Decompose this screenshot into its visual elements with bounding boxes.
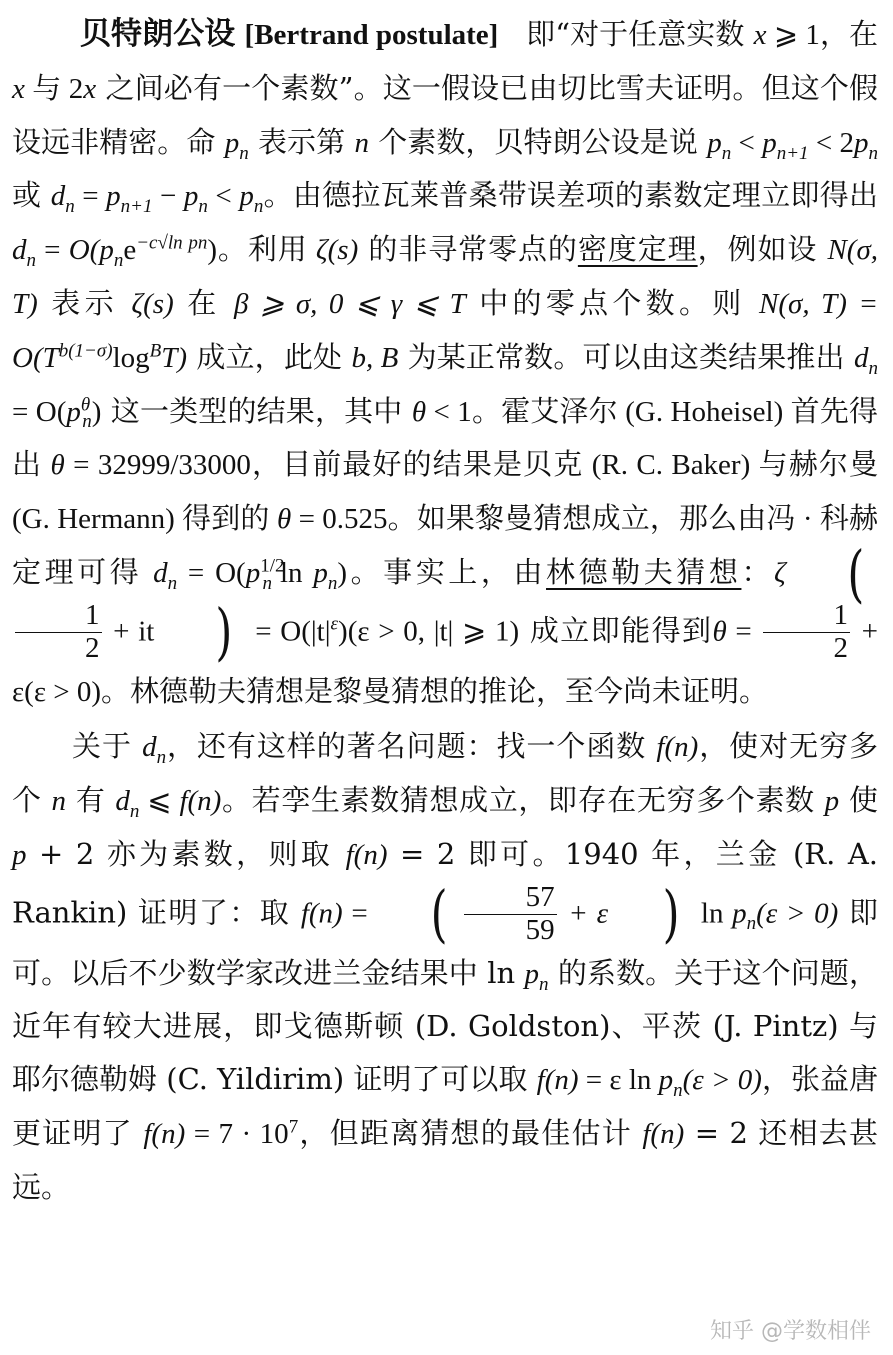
math-var: p <box>707 126 722 159</box>
math-var: β ⩾ σ, 0 ⩽ γ ⩽ T <box>234 287 466 320</box>
text: < 1。霍艾泽尔 (G. Hoheisel) 首先得出 <box>12 395 878 482</box>
text: + 2 亦为素数，则取 <box>26 836 346 871</box>
text: = 2 即可。1940 年，兰金 (R. A. Rankin) 证明了：取 <box>12 836 879 930</box>
math-sub: n <box>539 973 549 995</box>
math-var: n <box>51 785 66 818</box>
text: ⩽ <box>139 785 180 818</box>
entry-title: 贝特朗公设 <box>80 16 236 52</box>
entry-title-english: [Bertrand postulate] <box>244 19 499 51</box>
text: 成立即能得到 <box>519 613 713 648</box>
math-var: f(n) <box>536 1064 579 1097</box>
math-sup: 1/2 <box>260 555 285 577</box>
text: 表示 <box>37 285 132 320</box>
text: 个素数，贝特朗公设是说 <box>368 124 708 159</box>
math-var: p <box>732 897 747 930</box>
math-sub: n <box>239 142 249 164</box>
math-var: d <box>854 341 869 374</box>
math-var: p <box>183 180 199 213</box>
text: 。由德拉瓦莱普桑带误差项的素数定理立即得出 <box>263 178 879 213</box>
math-var: p <box>762 126 777 159</box>
text: 即可。以后不少数学家改进兰金结果中 ln <box>12 895 879 990</box>
math-sup: B <box>149 340 162 362</box>
text: = <box>74 180 107 213</box>
math-var: p <box>824 785 840 818</box>
math-var: f(n) <box>300 897 343 930</box>
math-var: p <box>854 126 869 159</box>
text: 表示第 <box>248 124 355 159</box>
math-var: ζ(s) <box>315 234 359 267</box>
text: = O( <box>177 556 246 589</box>
text: 的非寻常零点的 <box>358 232 578 267</box>
text: 关于 <box>72 729 143 764</box>
text: 。林德勒夫猜想是黎曼猜想的推论，至今尚未证明。 <box>101 673 769 708</box>
text: < 2 <box>808 126 855 159</box>
math-var: d <box>153 556 168 589</box>
math-e: e <box>123 234 137 267</box>
math-var: n <box>354 126 369 159</box>
math-var: p <box>12 838 27 871</box>
math-sub: n <box>868 357 879 379</box>
text: − <box>152 180 184 213</box>
math-var: x <box>12 72 25 105</box>
math-var: N(σ, T) <box>12 234 879 320</box>
math-sub: n <box>262 572 272 594</box>
math-var: f(n) <box>345 838 388 871</box>
math-var: T) <box>161 341 188 374</box>
math-var: N(σ, T) = O(T <box>12 287 879 374</box>
math-sub: n <box>65 196 75 218</box>
fraction-one-half <box>15 600 102 665</box>
math-sup: ε <box>330 613 339 635</box>
math-var: x <box>753 19 767 51</box>
math-sub: n <box>253 196 264 218</box>
math-sup: θ <box>80 393 91 415</box>
text: 。事实上，由 <box>347 554 547 589</box>
math-var: x <box>83 72 97 105</box>
fraction-57-59 <box>464 882 557 947</box>
text: ) <box>91 395 102 428</box>
math-sub: n <box>721 142 732 164</box>
math-sub: n <box>82 411 92 433</box>
math-sub: n <box>113 249 124 271</box>
math-sub: n+1 <box>776 142 809 164</box>
text: = 2 还相去甚远。 <box>12 1115 879 1204</box>
frac-num: 57 <box>464 882 557 915</box>
math-var: f(n) <box>656 731 699 764</box>
text: )(ε > 0, |t| ⩾ 1) <box>338 615 520 648</box>
text: 有 <box>66 783 116 818</box>
density-theorem-link[interactable]: 密度定理 <box>577 232 698 267</box>
math-var: d <box>115 785 130 818</box>
text: 之间必有一个素数”。这一假设已由切比雪夫证明。但这个假设远非精密。命 <box>12 70 878 159</box>
lindelof-hypothesis-link[interactable]: 林德勒夫猜想 <box>546 554 742 589</box>
math-sub: n <box>26 249 36 271</box>
math-sub: n <box>868 142 879 164</box>
text: = <box>36 234 69 267</box>
math-var: (ε > 0) <box>682 1064 762 1097</box>
watermark: 知乎 @学数相伴 <box>710 1319 871 1344</box>
text: 在 <box>173 285 235 320</box>
math-sup: −c√ln pn <box>136 232 208 254</box>
fraction-one-half-2 <box>763 600 850 665</box>
document-body <box>12 8 878 1214</box>
math-var: f(n) <box>642 1117 685 1150</box>
math-var: ζ(s) <box>131 287 174 320</box>
entry-paragraph-2: 关于 $d_n$，还有这样的著名问题：找一个函数 f(n)，使对无穷多个 n 有 $d_n$ ⩽ f(n)。若孪生素数猜想成立，即存在无穷多个素数 p 使 p + 2 亦为素数，则取 f(n) = 2 即可。1940 年，兰金 (R. A. Rankin) 证明了：取 f(n) = ( $\frac{57}{59}$ + ε ) $\ln p_n(\varepsilon > 0)$ 即可。以后不少数学家改进兰金结果中 $\ln p_n$ 的系数。关于这个问题，近年有较大进展，即戈德斯顿 (D. Goldston)、平茨 (J. Pintz) 与耶尔德勒姆 (C. Yildirim) 证明了可以取 f(n) = ε $\ln p_n(\varepsilon > 0)$，张益唐更证明了 $f(n) = 7 \cdot 10^7$，但距离猜想的最佳估计 f(n) = 2 还相去甚远。 <box>12 729 879 1204</box>
math-var: θ <box>712 615 727 648</box>
math-ln: ln <box>279 556 314 589</box>
math-sub: n <box>198 196 208 218</box>
frac-den: 2 <box>85 631 100 664</box>
text: + ε(ε > 0) <box>12 615 878 708</box>
math-var: θ <box>276 503 292 536</box>
text: 为某正常数。可以由这类结果推出 <box>398 339 855 374</box>
math-sub: n <box>746 912 757 934</box>
math-sub: n <box>327 572 338 594</box>
text: = 0.525。如果黎曼猜想成立，那么由冯 · 科赫定理可得 <box>12 503 878 589</box>
text: = 32999/33000，目前最好的结果是贝克 (R. C. Baker) 与赫尔曼 (G. Hermann) 得到的 <box>12 449 878 536</box>
math-var: p <box>239 180 254 213</box>
text: 即“对于任意实数 <box>526 17 754 51</box>
math-var: p <box>66 395 81 428</box>
math-sup: 7 <box>288 1116 299 1138</box>
text: ，例如设 <box>697 232 828 267</box>
math-var: f(n) <box>179 785 222 818</box>
entry-paragraph-1: 贝特朗公设 [Bertrand postulate] 即“对于任意实数 x ⩾ 1，在 x 与 2x 之间必有一个素数”。这一假设已由切比雪夫证明。但这个假设远非精密。命 $p_n$ 表示第 n 个素数，贝特朗公设是说 $p_n < p_{n+1} < 2p_n$ 或 $d_n = p_{n+1} - p_n < p_n$。由德拉瓦莱普桑带误差项的素数定理立即得出 $d_n = O(p_ne^{-c√ln pn})$。利用 ζ(s) 的非寻常零点的密度定理，例如设 N(σ, T) 表示 ζ(s) 在 β ⩾ σ, 0 ⩽ γ ⩽ T 中的零点个数。则 N(σ, $T) = O(T^{b(1-\sigma)}\log^BT)$ 成立，此处 b, B 为某正常数。可以由这类结果推出 $d_n = O(p^\theta_n)$ 这一类型的结果，其中 θ < 1。霍艾泽尔 (G. Hoheisel) 首先得出 θ = 32999/33000，目前最好的结果是贝克 (R. C. Baker) 与赫尔曼 (G. Hermann) 得到的 θ = 0.525。如果黎曼猜想成立，那么由冯 · 科赫定理可得 $d_n = O(p^{1/2}_n$ $\ln p_n$)。事实上，由林德勒夫猜想：ζ ( $\frac{1}{2}$ + it ) = $O(|t|^\varepsilon)(\varepsilon > 0$, |t| ⩾ 1) 成立即能得到θ = $\frac{1}{2}$ + ε(ε > 0)。林德勒夫猜想是黎曼猜想的推论，至今尚未证明。 <box>12 16 879 708</box>
frac-num: 1 <box>763 600 850 633</box>
math-var: p <box>224 126 240 159</box>
math-var: p <box>524 957 539 990</box>
math-sub: n <box>673 1079 683 1101</box>
math-sup: b(1−σ) <box>58 340 113 362</box>
frac-den: 59 <box>525 913 555 946</box>
math-var: ζ <box>774 556 786 589</box>
text: 与 2 <box>24 72 84 105</box>
math-sub: n <box>167 572 178 594</box>
math-ln: ln <box>692 897 733 930</box>
text: )。利用 <box>207 234 316 267</box>
math-var: p <box>313 556 328 589</box>
math-var: d <box>142 731 157 764</box>
frac-den: 2 <box>833 631 848 664</box>
text: 使 <box>839 783 878 818</box>
frac-num: 1 <box>15 600 102 633</box>
text: 或 <box>12 178 51 213</box>
text: ) <box>337 556 348 589</box>
text: 中的零点个数。则 <box>465 285 760 320</box>
text: + it <box>104 615 155 648</box>
math-var: d <box>50 180 66 213</box>
text: = ε ln <box>578 1064 659 1097</box>
math-log: log <box>112 341 150 374</box>
math-var: p <box>658 1064 674 1097</box>
text: ⩾ 1，在 <box>766 19 879 51</box>
text: ，还有这样的著名问题：找一个函数 <box>166 729 657 764</box>
text: < <box>731 126 763 159</box>
math-var: f(n) <box>143 1117 186 1150</box>
math-var: θ <box>411 395 427 428</box>
math-var: p <box>106 180 121 213</box>
text: ，使对无穷多个 <box>12 729 878 818</box>
math-var: b, B <box>351 341 399 374</box>
math-var: O(p <box>68 234 114 267</box>
text: + ε <box>559 897 608 930</box>
text: = O( <box>12 395 67 428</box>
math-var: (ε > 0) <box>756 897 839 930</box>
math-sub: n <box>156 747 167 769</box>
text: 。若孪生素数猜想成立，即存在无穷多个素数 <box>221 783 825 818</box>
text: 成立，此处 <box>187 339 352 374</box>
text: = 7 · 10 <box>185 1117 289 1150</box>
text: = <box>342 897 377 930</box>
math-var: p <box>245 556 261 589</box>
math-sub: n+1 <box>120 196 153 218</box>
text: 的系数。关于这个问题，近年有较大进展，即戈德斯顿 (D. Goldston)、平茨 (J. Pintz) 与耶尔德勒姆 (C. Yildirim) 证明了可以取 <box>12 955 879 1097</box>
math-var: θ <box>50 449 65 482</box>
text: 这一类型的结果，其中 <box>101 393 412 428</box>
text: ： <box>741 554 775 589</box>
text: < <box>207 180 240 213</box>
text: = O(|t| <box>246 615 331 648</box>
text: ，但距离猜想的最佳估计 <box>298 1115 643 1150</box>
math-sub: n <box>129 800 140 822</box>
text: = <box>726 615 761 648</box>
math-var: d <box>12 234 27 267</box>
text: ，张益唐更证明了 <box>12 1062 878 1150</box>
